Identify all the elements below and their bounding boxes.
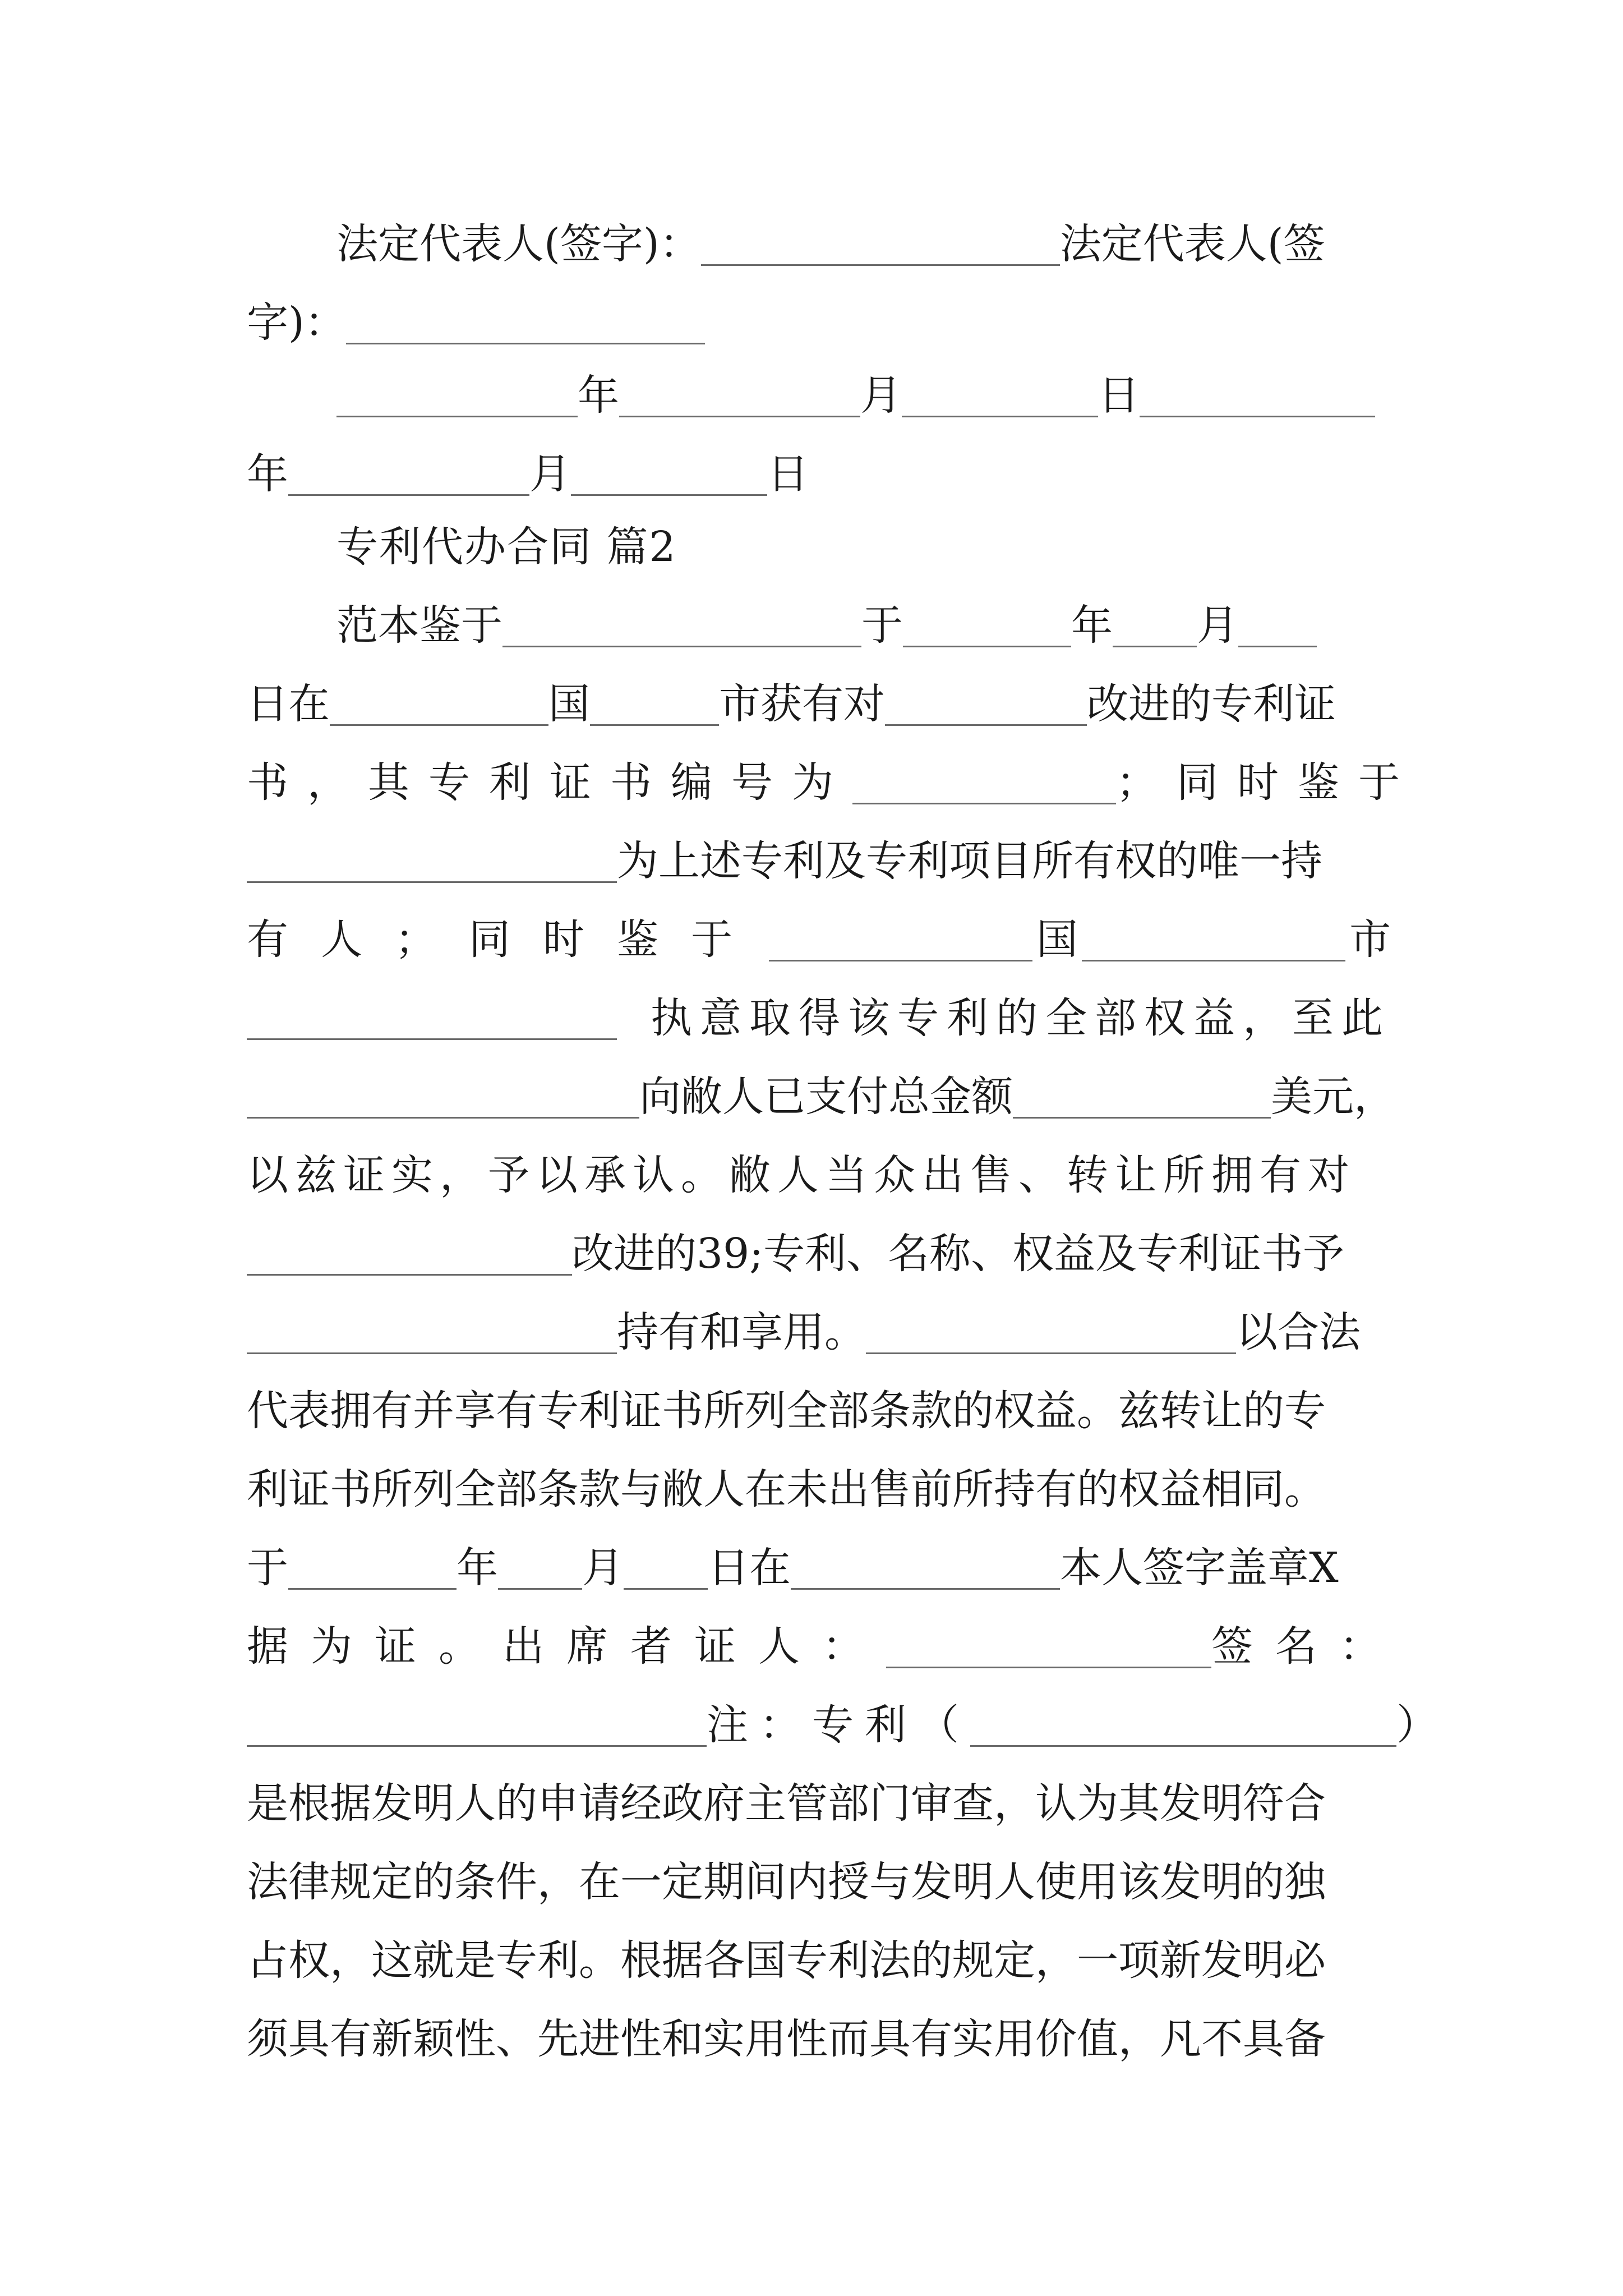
text: 改进的39;专利、名称、权益及专利证书予 (572, 1230, 1345, 1278)
month-label: 月 (860, 371, 902, 420)
body-line-07 (247, 673, 1391, 735)
body-line-09 (247, 830, 1391, 892)
body-line-18 (247, 1537, 1391, 1599)
blank (247, 1035, 617, 1040)
text: 有人；同时鉴于 (247, 915, 765, 964)
day-label-2: 日 (767, 450, 809, 498)
blank (1013, 1114, 1271, 1119)
signature-line-1 (247, 213, 1391, 275)
text: 代表拥有并享有专利证书所列全部条款的权益。兹转让的专 (247, 1387, 1326, 1435)
text: 为上述专利及专利项目所有权的唯一持 (617, 837, 1322, 885)
body-line-17 (247, 1458, 1391, 1520)
text: 以兹证实，予以承认。敝人当众出售、转让所拥有对 (247, 1151, 1356, 1199)
blank (624, 1585, 708, 1590)
body-line-19 (247, 1616, 1403, 1677)
text: 国 (1036, 915, 1078, 964)
text: 执意取得该专利的全部权益，至此 (651, 994, 1391, 1042)
blank (970, 1742, 1396, 1747)
text: 书，其专利证书编号为 (247, 758, 852, 807)
text: 据为证。出席者证人： (247, 1622, 886, 1671)
blank (866, 1349, 1236, 1354)
text: 注：专利（ (707, 1701, 970, 1749)
blank (1113, 642, 1197, 647)
text: 改进的专利证 (1087, 680, 1336, 728)
date-line-1 (247, 365, 1391, 426)
body-line-16 (247, 1380, 1391, 1442)
text: 法律规定的条件，在一定期间内授与发明人使用该发明的独 (247, 1858, 1326, 1906)
date-line-2 (247, 443, 1391, 505)
text: 国 (548, 680, 590, 728)
blank (247, 1349, 617, 1354)
text: 签名： (1211, 1622, 1403, 1671)
day-label: 日 (1098, 371, 1140, 420)
text: 范本鉴于 (336, 601, 502, 650)
text: 是根据发明人的申请经政府主管部门审查，认为其发明符合 (247, 1779, 1326, 1828)
body-line-21 (247, 1773, 1391, 1834)
trailing-blank (1140, 412, 1375, 417)
text: 本人签字盖章X (1060, 1544, 1339, 1592)
blank (502, 642, 861, 647)
body-line-23 (247, 1930, 1391, 1991)
text: 美元， (1271, 1073, 1395, 1121)
blank (330, 721, 548, 726)
signature-blank (701, 261, 1060, 266)
month-blank (619, 412, 860, 417)
section-heading (247, 516, 1391, 578)
blank (247, 1742, 707, 1747)
blank (288, 1585, 457, 1590)
text: 于 (861, 601, 903, 650)
text: 市 (1349, 915, 1391, 964)
signature-blank-2 (346, 339, 705, 344)
body-line-12 (247, 1066, 1395, 1128)
month-label-2: 月 (529, 450, 571, 498)
text: 年 (1071, 601, 1113, 650)
blank (791, 1585, 1060, 1590)
blank (247, 878, 617, 883)
blank (1082, 956, 1345, 961)
text: 月 (1197, 601, 1238, 650)
body-line-22 (247, 1851, 1391, 1913)
body-line-20 (247, 1694, 1438, 1756)
body-line-11 (247, 987, 1391, 1049)
text: 市获有对 (719, 680, 885, 728)
body-line-15 (247, 1301, 1391, 1363)
body-line-10 (247, 909, 1391, 970)
text: 月 (582, 1544, 624, 1592)
text: 持有和享用。 (617, 1308, 866, 1356)
year-label: 年 (578, 371, 619, 420)
text: 向敝人已支付总金额 (639, 1073, 1013, 1121)
text: 占权，这就是专利。根据各国专利法的规定，一项新发明必 (247, 1936, 1326, 1985)
section-title: 专利代办合同 篇2 (336, 523, 677, 571)
text: 须具有新颖性、先进性和实用性而具有实用价值，凡不具备 (247, 2015, 1326, 2063)
text: 年 (457, 1544, 498, 1592)
legal-rep-signature-label: 法定代表人(签字)： (336, 220, 701, 268)
body-line-06 (247, 595, 1391, 656)
blank (769, 956, 1032, 961)
text: 于 (247, 1544, 288, 1592)
blank (498, 1585, 582, 1590)
blank (1238, 642, 1317, 647)
legal-rep-signature-label-2: 法定代表人(签 (1059, 220, 1325, 268)
body-line-24 (247, 2008, 1391, 2070)
year-label-2: 年 (247, 450, 288, 498)
text: 以合法 (1236, 1308, 1361, 1356)
signature-line-2 (247, 292, 1391, 353)
blank (590, 721, 719, 726)
text: 日在 (247, 680, 330, 728)
body-line-14 (247, 1223, 1391, 1285)
day-blank (902, 412, 1098, 417)
text: ；同时鉴于 (1116, 758, 1419, 807)
day-blank-2 (571, 491, 767, 496)
blank (903, 642, 1071, 647)
text: 利证书所列全部条款与敝人在未出售前所持有的权益相同。 (247, 1465, 1326, 1513)
blank (852, 799, 1116, 804)
year-blank (336, 412, 578, 417)
blank (247, 1114, 639, 1119)
blank (247, 1271, 572, 1276)
body-line-13 (247, 1144, 1391, 1206)
month-blank-2 (288, 491, 529, 496)
text: ） (1396, 1701, 1438, 1749)
text: 日在 (708, 1544, 791, 1592)
blank (886, 1663, 1211, 1668)
signature-label-cont: 字)： (247, 298, 346, 347)
body-line-08 (247, 752, 1419, 813)
blank (885, 721, 1087, 726)
